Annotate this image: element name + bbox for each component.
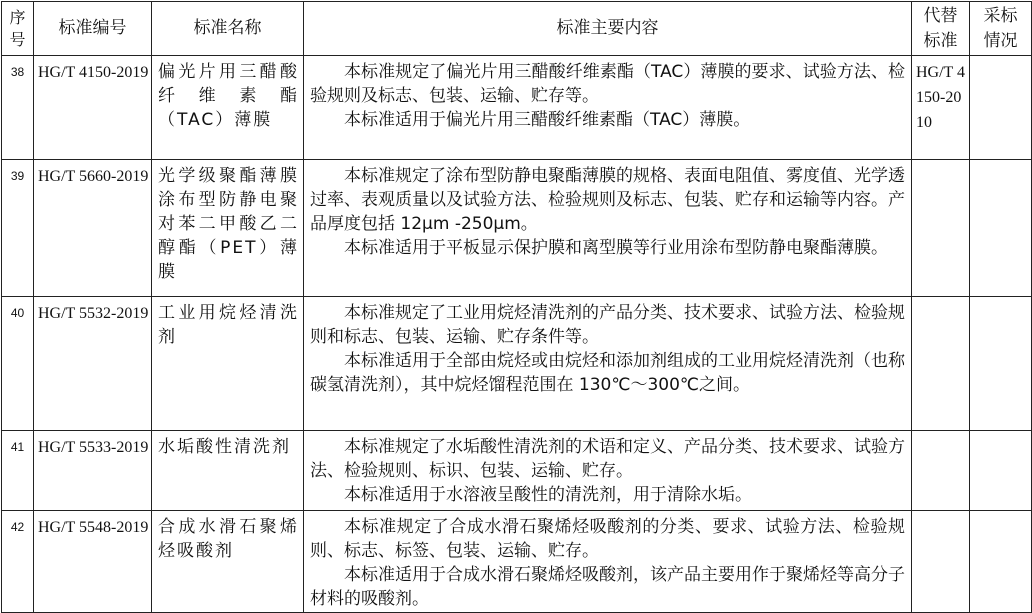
- row-name: 工业用烷烃清洗剂: [152, 297, 304, 431]
- table-row: [2, 56, 1032, 160]
- content-scope: 本标准规定了水垢酸性清洗剂的术语和定义、产品分类、技术要求、试验方法、检验规则、标识、包装、运输、贮存。: [310, 437, 905, 481]
- table-row: [2, 160, 1032, 297]
- header-name: 标准名称: [152, 2, 304, 56]
- row-adopt: [970, 511, 1032, 613]
- row-replaces: [912, 511, 970, 613]
- row-content: [304, 431, 912, 511]
- content-applicability: 本标准适用于合成水滑石聚烯烃吸酸剂，该产品主要用作于聚烯烃等高分子材料的吸酸剂。: [310, 565, 905, 609]
- row-code: HG/T 5533-2019: [34, 431, 152, 511]
- row-seq: 42: [2, 511, 34, 613]
- row-content: [304, 56, 912, 160]
- table-row: [2, 511, 1032, 613]
- row-seq: 38: [2, 56, 34, 160]
- content-scope: 本标准规定了偏光片用三醋酸纤维素酯（TAC）薄膜的要求、试验方法、检验规则及标志、包装、运输、贮存等。: [310, 62, 905, 106]
- content-applicability: 本标准适用于偏光片用三醋酸纤维素酯（TAC）薄膜。: [344, 110, 751, 130]
- content-applicability: 本标准适用于水溶液呈酸性的清洗剂，用于清除水垢。: [344, 485, 752, 505]
- row-adopt: [970, 297, 1032, 431]
- table-row: [2, 431, 1032, 511]
- row-content: [304, 511, 912, 613]
- row-seq: 41: [2, 431, 34, 511]
- row-name: 光学级聚酯薄膜 涂布型防静电聚对苯二甲酸乙二醇酯（PET）薄膜: [152, 160, 304, 297]
- header-code: 标准编号: [34, 2, 152, 56]
- row-name: 水垢酸性清洗剂: [152, 431, 304, 511]
- content-scope: 本标准规定了工业用烷烃清洗剂的产品分类、技术要求、试验方法、检验规则和标志、包装、运输、贮存条件等。: [310, 303, 905, 347]
- row-adopt: [970, 56, 1032, 160]
- row-code: HG/T 5660-2019: [34, 160, 152, 297]
- row-code: HG/T 4150-2019: [34, 56, 152, 160]
- header-seq: 序号: [2, 2, 34, 56]
- row-name: 偏光片用三醋酸纤维素酯（TAC）薄膜: [152, 56, 304, 160]
- row-seq: 40: [2, 297, 34, 431]
- row-replaces: [912, 160, 970, 297]
- content-applicability: 本标准适用于平板显示保护膜和离型膜等行业用涂布型防静电聚酯薄膜。: [344, 238, 888, 258]
- row-content: [304, 160, 912, 297]
- content-applicability: 本标准适用于全部由烷烃或由烷烃和添加剂组成的工业用烷烃清洗剂（也称碳氢清洗剂），其中烷烃馏程范围在 130℃～300℃之间。: [310, 351, 905, 395]
- row-replaces: [912, 297, 970, 431]
- standards-table: [1, 1, 1032, 613]
- row-replaces: [912, 431, 970, 511]
- header-row: [2, 2, 1032, 56]
- row-code: HG/T 5548-2019: [34, 511, 152, 613]
- row-replaces: HG/T 4150-2010: [912, 56, 970, 160]
- row-name: 合成水滑石聚烯烃吸酸剂: [152, 511, 304, 613]
- row-seq: 39: [2, 160, 34, 297]
- row-adopt: [970, 431, 1032, 511]
- content-scope: 本标准规定了涂布型防静电聚酯薄膜的规格、表面电阻值、雾度值、光学透过率、表观质量以及试验方法、检验规则及标志、包装、贮存和运输等内容。产品厚度包括 12μm -250μm。: [310, 166, 905, 234]
- header-content: 标准主要内容: [304, 2, 912, 56]
- row-code: HG/T 5532-2019: [34, 297, 152, 431]
- row-content: [304, 297, 912, 431]
- header-adopt: 采标情况: [970, 2, 1032, 56]
- header-replaces: 代替标准: [912, 2, 970, 56]
- row-adopt: [970, 160, 1032, 297]
- content-scope: 本标准规定了合成水滑石聚烯烃吸酸剂的分类、要求、试验方法、检验规则、标志、标签、包装、运输、贮存。: [310, 517, 905, 561]
- table-row: [2, 297, 1032, 431]
